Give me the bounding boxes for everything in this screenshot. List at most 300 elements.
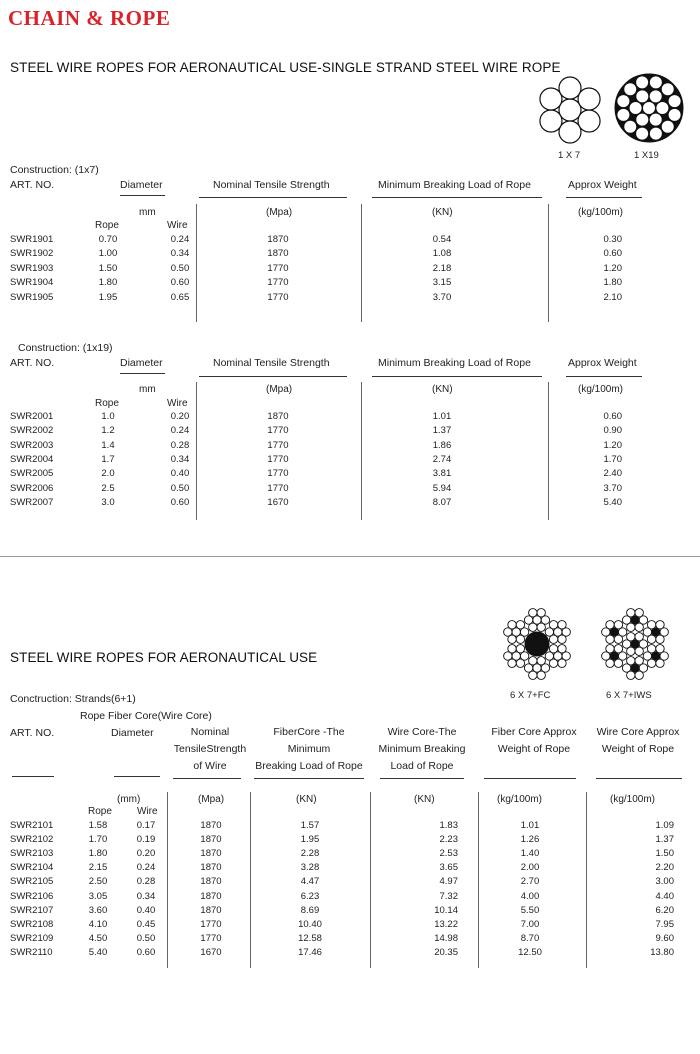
wire-circle — [661, 83, 674, 96]
section2-title: STEEL WIRE ROPES FOR AERONAUTICAL USE — [10, 650, 318, 665]
table-row — [0, 848, 700, 862]
cell-tensile: 1770 — [267, 262, 289, 274]
table-row — [0, 263, 700, 277]
wire-circle — [635, 633, 643, 641]
wire-circle — [668, 108, 681, 121]
header-weight: Approx Weight — [568, 357, 637, 369]
cell-wire-weight: 4.40 — [655, 890, 674, 902]
cell-rope: 1.70 — [88, 834, 108, 846]
cell-art-no: SWR2108 — [10, 918, 54, 930]
cell-weight: 3.70 — [603, 482, 622, 494]
diagram-caption-fc: 6 X 7+FC — [510, 690, 551, 701]
wire-circle — [578, 110, 600, 132]
underline — [372, 197, 542, 198]
wire-circle — [558, 621, 566, 629]
wire-circle — [647, 645, 655, 653]
cell-rope: 0.70 — [98, 234, 118, 245]
wire-circle — [656, 101, 669, 114]
wire-circle — [614, 621, 622, 629]
table-row — [0, 411, 700, 425]
cell-fiber-weight: 8.70 — [520, 932, 540, 944]
wire-circle — [614, 635, 622, 643]
wire-circle — [627, 657, 635, 665]
wire-circle — [529, 609, 537, 617]
table-row — [0, 483, 700, 497]
cell-wire: 0.40 — [170, 468, 190, 480]
cell-tensile: 1870 — [200, 820, 222, 831]
cell-breaking: 0.54 — [432, 234, 452, 245]
table-row — [0, 454, 700, 468]
cell-wire-weight: 6.20 — [655, 904, 674, 916]
cell-wire-breaking: 20.35 — [434, 946, 458, 958]
unit-rope: Rope — [95, 220, 119, 231]
cell-breaking: 2.74 — [432, 453, 452, 465]
cell-wire: 0.20 — [136, 848, 156, 860]
cell-wire: 0.28 — [136, 876, 156, 888]
cell-weight: 2.40 — [603, 468, 622, 480]
wire-circle — [635, 657, 643, 665]
wire-circle — [624, 83, 637, 96]
wire-circle — [642, 101, 655, 114]
cell-rope: 1.0 — [101, 411, 115, 422]
unit-fiber-breaking: (KN) — [296, 794, 317, 805]
wire-circle — [537, 657, 545, 665]
unit-weight: (kg/100m) — [578, 207, 624, 218]
cell-wire-breaking: 7.32 — [439, 890, 458, 902]
cell-fiber-weight: 1.40 — [520, 848, 540, 860]
wire-circle — [636, 76, 649, 89]
cell-wire-breaking: 4.97 — [439, 876, 458, 888]
cell-wire-breaking: 14.98 — [434, 932, 458, 944]
cell-wire: 0.45 — [136, 918, 156, 930]
cell-rope: 1.2 — [101, 425, 115, 437]
cell-wire: 0.60 — [170, 277, 190, 289]
unit-tensile: (Mpa) — [198, 794, 225, 805]
cell-wire-breaking: 2.23 — [439, 834, 458, 846]
table-row — [0, 497, 700, 511]
wire-circle — [636, 113, 649, 126]
cell-weight: 0.30 — [603, 234, 622, 245]
section-divider — [0, 556, 700, 557]
cell-art-no: SWR1904 — [10, 277, 54, 289]
unit-wire: Wire — [167, 398, 188, 409]
table-row — [0, 425, 700, 439]
wire-circle — [649, 113, 662, 126]
wire-circle — [624, 120, 637, 133]
cell-wire: 0.50 — [170, 482, 190, 494]
wire-circle — [649, 127, 662, 140]
cell-fiber-weight: 2.70 — [520, 876, 540, 888]
underline — [120, 195, 165, 196]
unit-breaking: (KN) — [432, 207, 453, 218]
header-wire-weight: Wire Core Approx Weight of Rope — [596, 726, 680, 755]
unit-rope: Rope — [88, 806, 112, 817]
wire-circle — [537, 609, 545, 617]
cell-wire-breaking: 1.83 — [439, 820, 458, 831]
cell-wire-weight: 3.00 — [655, 876, 674, 888]
rope-6x7-iws-diagram — [598, 607, 672, 681]
cell-fiber-weight: 4.00 — [520, 890, 540, 902]
wire-circle — [516, 635, 524, 643]
cell-art-no: SWR1903 — [10, 262, 54, 274]
underline — [566, 376, 642, 377]
subconstruction-label: Rope Fiber Core(Wire Core) — [80, 710, 212, 722]
header-tensile: Nominal TensileStrength of Wire — [173, 726, 247, 772]
cell-wire: 0.34 — [170, 248, 190, 260]
cell-wire: 0.60 — [170, 496, 190, 508]
wire-circle — [635, 647, 643, 655]
wire-circle — [540, 110, 562, 132]
wire-circle — [656, 645, 664, 653]
unit-weight: (kg/100m) — [578, 384, 624, 395]
header-wire-breaking: Wire Core-The Minimum Breaking Load of Rope — [378, 726, 466, 772]
table-row — [0, 820, 700, 834]
diagram-caption-1x19: 1 X19 — [634, 150, 659, 161]
cell-art-no: SWR2101 — [10, 820, 54, 831]
wire-circle — [617, 108, 630, 121]
construction-label: Construction: (1x7) — [10, 164, 99, 176]
cell-fiber-breaking: 12.58 — [298, 932, 322, 944]
cell-tensile: 1770 — [267, 291, 289, 303]
wire-circle — [635, 671, 643, 679]
cell-wire: 0.19 — [136, 834, 156, 846]
cell-tensile: 1870 — [200, 904, 222, 916]
cell-weight: 1.70 — [603, 453, 622, 465]
underline — [372, 376, 542, 377]
table-row — [0, 248, 700, 262]
cell-breaking: 3.70 — [432, 291, 452, 303]
underline — [199, 197, 347, 198]
cell-fiber-weight: 7.00 — [520, 918, 540, 930]
cell-breaking: 5.94 — [432, 482, 452, 494]
cell-breaking: 1.08 — [432, 248, 452, 260]
cell-rope: 3.0 — [101, 496, 115, 508]
underline — [199, 376, 347, 377]
cell-art-no: SWR1905 — [10, 291, 54, 303]
cell-weight: 1.80 — [603, 277, 622, 289]
header-tensile: Nominal Tensile Strength — [213, 179, 330, 191]
construction-label: Conctruction: Strands(6+1) — [10, 693, 136, 705]
cell-wire: 0.40 — [136, 904, 156, 916]
rope-1x19-diagram — [613, 72, 685, 144]
cell-art-no: SWR2105 — [10, 876, 54, 888]
cell-tensile: 1870 — [200, 848, 222, 860]
cell-art-no: SWR1902 — [10, 248, 54, 260]
table-row — [0, 919, 700, 933]
cell-breaking: 2.18 — [432, 262, 452, 274]
cell-rope: 5.40 — [88, 946, 108, 958]
cell-art-no: SWR2007 — [10, 496, 54, 508]
underline — [114, 776, 160, 777]
cell-weight: 2.10 — [603, 291, 622, 303]
cell-tensile: 1870 — [200, 862, 222, 874]
wire-circle — [559, 77, 581, 99]
header-tensile: Nominal Tensile Strength — [213, 357, 330, 369]
cell-tensile: 1770 — [200, 932, 222, 944]
cell-tensile: 1870 — [200, 890, 222, 902]
wire-circle — [529, 657, 537, 665]
table-row — [0, 862, 700, 876]
unit-wire: Wire — [167, 220, 188, 231]
cell-weight: 1.20 — [603, 439, 622, 451]
rope-1x7-diagram — [536, 76, 604, 144]
cell-fiber-weight: 1.01 — [520, 820, 540, 831]
cell-wire-breaking: 2.53 — [439, 848, 458, 860]
cell-art-no: SWR2109 — [10, 932, 54, 944]
wire-circle — [558, 635, 566, 643]
wire-circle — [661, 120, 674, 133]
wire-circle — [629, 101, 642, 114]
cell-rope: 2.5 — [101, 482, 115, 494]
wire-circle — [516, 645, 524, 653]
unit-breaking: (KN) — [432, 384, 453, 395]
table-row — [0, 891, 700, 905]
cell-tensile: 1870 — [200, 834, 222, 846]
wire-circle — [578, 88, 600, 110]
header-fiber-weight: Fiber Core Approx Weight of Rope — [491, 726, 577, 755]
wire-circle — [656, 621, 664, 629]
cell-tensile: 1770 — [267, 277, 289, 289]
cell-tensile: 1770 — [267, 453, 289, 465]
table-row — [0, 292, 700, 306]
wire-circle — [558, 645, 566, 653]
table-row — [0, 876, 700, 890]
wire-circle — [617, 95, 630, 108]
underline — [254, 778, 364, 779]
cell-art-no: SWR2106 — [10, 890, 54, 902]
cell-fiber-breaking: 6.23 — [300, 890, 320, 902]
cell-breaking: 3.81 — [432, 468, 452, 480]
unit-tensile: (Mpa) — [266, 384, 293, 395]
cell-tensile: 1770 — [267, 482, 289, 494]
cell-art-no: SWR2104 — [10, 862, 54, 874]
cell-rope: 3.05 — [88, 890, 108, 902]
cell-wire: 0.60 — [136, 946, 156, 958]
underline — [173, 778, 241, 779]
cell-rope: 1.58 — [88, 820, 108, 831]
wire-circle — [647, 621, 655, 629]
header-art-no: ART. NO. — [10, 357, 55, 369]
cell-weight: 1.20 — [603, 262, 622, 274]
cell-wire-breaking: 13.22 — [434, 918, 458, 930]
unit-tensile: (Mpa) — [266, 207, 293, 218]
cell-rope: 4.10 — [88, 918, 108, 930]
underline — [484, 778, 576, 779]
cell-fiber-breaking: 2.28 — [300, 848, 320, 860]
cell-fiber-weight: 1.26 — [520, 834, 540, 846]
header-diameter: Diameter — [111, 727, 154, 739]
wire-circle — [614, 645, 622, 653]
cell-tensile: 1870 — [267, 248, 289, 260]
header-fiber-breaking: FiberCore -The Minimum Breaking Load of Rope — [255, 726, 363, 772]
cell-art-no: SWR2006 — [10, 482, 54, 494]
wire-circle — [649, 90, 662, 103]
diagram-caption-1x7: 1 X 7 — [558, 150, 581, 161]
cell-rope: 2.15 — [88, 862, 108, 874]
header-art-no: ART. NO. — [10, 727, 55, 739]
cell-fiber-breaking: 3.28 — [300, 862, 320, 874]
header-breaking: Minimum Breaking Load of Rope — [378, 357, 531, 369]
underline — [566, 197, 642, 198]
wire-circle — [656, 635, 664, 643]
cell-wire-weight: 9.60 — [655, 932, 674, 944]
rope-6x7-fc-diagram — [500, 607, 574, 681]
unit-wire-weight: (kg/100m) — [610, 794, 656, 805]
cell-wire-weight: 1.09 — [655, 820, 674, 831]
cell-wire: 0.24 — [136, 862, 156, 874]
cell-art-no: SWR2001 — [10, 411, 54, 422]
cell-wire: 0.50 — [170, 262, 190, 274]
header-breaking: Minimum Breaking Load of Rope — [378, 179, 531, 191]
unit-mm: mm — [139, 384, 156, 395]
cell-wire: 0.50 — [136, 932, 156, 944]
underline — [120, 373, 165, 374]
wire-circle — [508, 645, 516, 653]
wire-circle — [537, 623, 545, 631]
cell-tensile: 1770 — [267, 468, 289, 480]
cell-weight: 0.60 — [603, 411, 622, 422]
wire-circle — [559, 121, 581, 143]
cell-fiber-breaking: 10.40 — [298, 918, 322, 930]
cell-fiber-breaking: 1.57 — [300, 820, 320, 831]
cell-wire: 0.34 — [170, 453, 190, 465]
cell-wire: 0.24 — [170, 425, 190, 437]
table-row — [0, 933, 700, 947]
section1-title: STEEL WIRE ROPES FOR AERONAUTICAL USE-SINGLE STRAND STEEL WIRE ROPE — [10, 60, 561, 75]
wire-circle — [635, 623, 643, 631]
cell-rope: 1.50 — [98, 262, 118, 274]
cell-tensile: 1870 — [200, 876, 222, 888]
wire-circle — [525, 632, 549, 656]
cell-rope: 1.7 — [101, 453, 115, 465]
cell-tensile: 1770 — [267, 425, 289, 437]
cell-wire-weight: 1.50 — [655, 848, 674, 860]
wire-circle — [635, 609, 643, 617]
cell-weight: 5.40 — [603, 496, 622, 508]
cell-breaking: 3.15 — [432, 277, 452, 289]
header-weight: Approx Weight — [568, 179, 637, 191]
cell-wire-weight: 1.37 — [655, 834, 674, 846]
header-diameter: Diameter — [120, 357, 163, 369]
cell-wire: 0.20 — [170, 411, 190, 422]
cell-tensile: 1670 — [267, 496, 289, 508]
cell-art-no: SWR1901 — [10, 234, 54, 245]
wire-circle — [537, 671, 545, 679]
wire-circle — [540, 88, 562, 110]
wire-circle — [508, 621, 516, 629]
unit-fiber-weight: (kg/100m) — [497, 794, 543, 805]
cell-rope: 1.00 — [98, 248, 118, 260]
wire-circle — [649, 76, 662, 89]
cell-wire: 0.34 — [136, 890, 156, 902]
table-row — [0, 234, 700, 248]
cell-weight: 0.60 — [603, 248, 622, 260]
unit-wire: Wire — [137, 806, 158, 817]
cell-rope: 1.95 — [98, 291, 118, 303]
wire-circle — [614, 659, 622, 667]
cell-rope: 3.60 — [88, 904, 108, 916]
cell-art-no: SWR2002 — [10, 425, 54, 437]
cell-wire: 0.28 — [170, 439, 190, 451]
wire-circle — [627, 609, 635, 617]
cell-rope: 1.80 — [98, 277, 118, 289]
wire-circle — [636, 90, 649, 103]
cell-fiber-breaking: 1.95 — [300, 834, 320, 846]
cell-wire-breaking: 3.65 — [439, 862, 458, 874]
header-diameter: Diameter — [120, 179, 163, 191]
table-row — [0, 468, 700, 482]
cell-rope: 2.0 — [101, 468, 115, 480]
cell-fiber-breaking: 17.46 — [298, 946, 322, 958]
wire-circle — [627, 633, 635, 641]
cell-rope: 1.80 — [88, 848, 108, 860]
wire-circle — [549, 621, 557, 629]
wire-circle — [656, 659, 664, 667]
header-art-no: ART. NO. — [10, 179, 55, 191]
cell-fiber-breaking: 8.69 — [300, 904, 320, 916]
cell-art-no: SWR2103 — [10, 848, 54, 860]
cell-breaking: 8.07 — [432, 496, 452, 508]
cell-rope: 1.4 — [101, 439, 115, 451]
unit-wire-breaking: (KN) — [414, 794, 435, 805]
cell-fiber-weight: 2.00 — [520, 862, 540, 874]
wire-circle — [606, 645, 614, 653]
wire-circle — [668, 95, 681, 108]
cell-tensile: 1870 — [267, 411, 289, 422]
wire-circle — [516, 621, 524, 629]
unit-mm: (mm) — [117, 794, 141, 805]
cell-wire: 0.24 — [170, 234, 190, 245]
cell-art-no: SWR2102 — [10, 834, 54, 846]
table-row — [0, 947, 700, 961]
cell-tensile: 1870 — [267, 234, 289, 245]
cell-rope: 2.50 — [88, 876, 108, 888]
underline — [596, 778, 682, 779]
wire-circle — [549, 645, 557, 653]
table-row — [0, 905, 700, 919]
cell-tensile: 1770 — [267, 439, 289, 451]
cell-wire-weight: 2.20 — [655, 862, 674, 874]
brand-title: CHAIN & ROPE — [8, 6, 171, 30]
cell-breaking: 1.37 — [432, 425, 452, 437]
underline — [380, 778, 464, 779]
table-row — [0, 440, 700, 454]
wire-circle — [559, 99, 581, 121]
cell-breaking: 1.01 — [432, 411, 452, 422]
wire-circle — [606, 621, 614, 629]
cell-wire-breaking: 10.14 — [434, 904, 458, 916]
wire-circle — [516, 659, 524, 667]
cell-breaking: 1.86 — [432, 439, 452, 451]
wire-circle — [558, 659, 566, 667]
cell-wire: 0.17 — [136, 820, 156, 831]
cell-weight: 0.90 — [603, 425, 622, 437]
table-row — [0, 277, 700, 291]
construction-label: Construction: (1x19) — [18, 342, 113, 354]
unit-rope: Rope — [95, 398, 119, 409]
cell-rope: 4.50 — [88, 932, 108, 944]
cell-tensile: 1670 — [200, 946, 222, 958]
unit-mm: mm — [139, 207, 156, 218]
cell-tensile: 1770 — [200, 918, 222, 930]
wire-circle — [636, 127, 649, 140]
cell-fiber-weight: 5.50 — [520, 904, 540, 916]
cell-art-no: SWR2110 — [10, 946, 53, 958]
cell-fiber-weight: 12.50 — [518, 946, 542, 958]
underline — [12, 776, 54, 777]
cell-art-no: SWR2005 — [10, 468, 54, 480]
table-row — [0, 834, 700, 848]
